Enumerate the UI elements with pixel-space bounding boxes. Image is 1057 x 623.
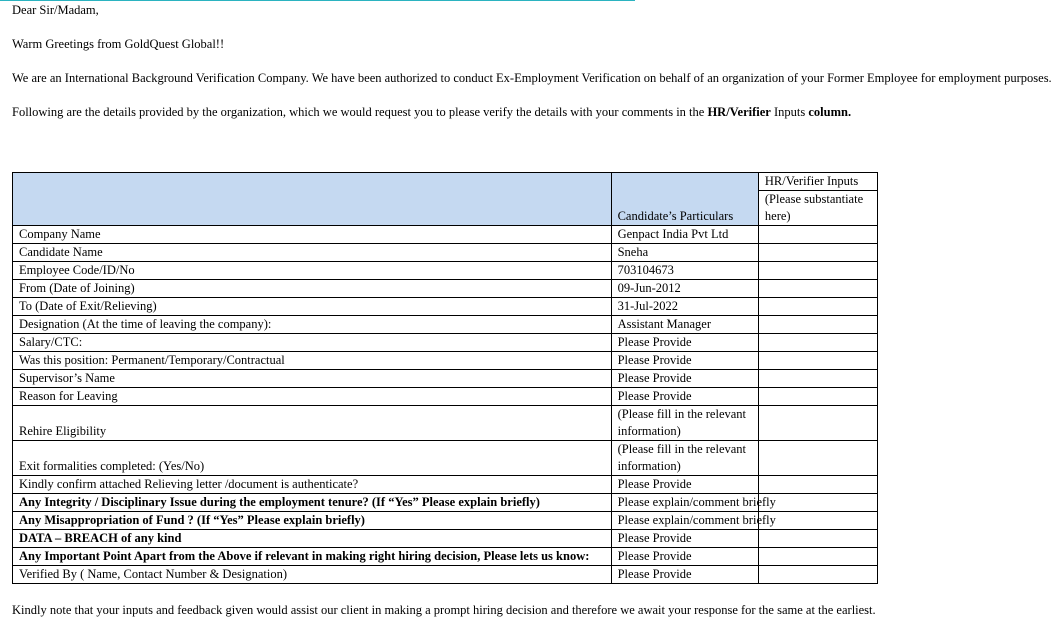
hr-verifier-input-cell[interactable] — [758, 244, 877, 262]
field-label-cell: Any Integrity / Disciplinary Issue during the employment tenure? (If “Yes” Please explain briefly) — [13, 494, 612, 512]
hr-verifier-input-cell[interactable] — [758, 476, 877, 494]
hr-verifier-input-cell[interactable] — [758, 370, 877, 388]
field-label-cell: Any Important Point Apart from the Above if relevant in making right hiring decision, Please lets us know: — [13, 548, 612, 566]
field-label-cell: Company Name — [13, 226, 612, 244]
top-divider-line — [0, 0, 635, 1]
table-header-row — [13, 173, 878, 226]
table-row — [13, 441, 878, 476]
field-label-cell: Rehire Eligibility — [13, 406, 612, 441]
table-row — [13, 548, 878, 566]
candidate-value-cell: Assistant Manager — [611, 316, 758, 334]
table-row — [13, 512, 878, 530]
field-label-cell: To (Date of Exit/Relieving) — [13, 298, 612, 316]
field-label-cell: DATA – BREACH of any kind — [13, 530, 612, 548]
candidate-value-cell: Please explain/comment briefly — [611, 512, 758, 530]
table-row — [13, 352, 878, 370]
field-label-cell: Salary/CTC: — [13, 334, 612, 352]
field-label-cell: Kindly confirm attached Relieving letter /document is authenticate? — [13, 476, 612, 494]
instructions-inputs: Inputs — [770, 105, 809, 119]
hr-verifier-input-cell[interactable] — [758, 566, 877, 584]
hr-verifier-input-cell[interactable] — [758, 334, 877, 352]
instructions-paragraph — [12, 105, 851, 119]
field-label-cell: Employee Code/ID/No — [13, 262, 612, 280]
candidate-value-cell: (Please fill in the relevant information) — [611, 441, 758, 476]
candidate-value-cell: Genpact India Pvt Ltd — [611, 226, 758, 244]
table-row — [13, 334, 878, 352]
candidate-value-cell: Please Provide — [611, 388, 758, 406]
hr-verifier-header-title: HR/Verifier Inputs — [759, 173, 877, 191]
verification-table — [12, 172, 878, 584]
warm-greeting-line: Warm Greetings from GoldQuest Global!! — [12, 37, 225, 51]
closing-paragraph: Kindly note that your inputs and feedback given would assist our client in making a prompt hiring decision and therefore we await your response for the same at the earliest. — [12, 603, 876, 617]
table-row — [13, 530, 878, 548]
greeting-line: Dear Sir/Madam, — [12, 3, 99, 17]
intro-paragraph: We are an International Background Verification Company. We have been authorized to conduct Ex-Employment Verification on behalf of an organization of your Former Employee for employment purposes. — [12, 71, 1052, 85]
table-row — [13, 566, 878, 584]
field-label-cell: Was this position: Permanent/Temporary/Contractual — [13, 352, 612, 370]
candidate-value-cell: 703104673 — [611, 262, 758, 280]
field-label-cell: Exit formalities completed: (Yes/No) — [13, 441, 612, 476]
hr-verifier-input-cell[interactable] — [758, 530, 877, 548]
hr-verifier-input-cell[interactable] — [758, 512, 877, 530]
instructions-column: column. — [808, 105, 852, 119]
table-row — [13, 388, 878, 406]
candidate-value-cell: Please Provide — [611, 370, 758, 388]
candidate-value-cell: Please Provide — [611, 548, 758, 566]
table-row — [13, 494, 878, 512]
table-row — [13, 280, 878, 298]
field-column-header — [13, 173, 612, 226]
candidate-column-header: Candidate’s Particulars — [611, 173, 758, 226]
table-row — [13, 244, 878, 262]
table-row — [13, 476, 878, 494]
hr-verifier-input-cell[interactable] — [758, 352, 877, 370]
field-label-cell: Designation (At the time of leaving the company): — [13, 316, 612, 334]
field-label-cell: Any Misappropriation of Fund ? (If “Yes” Please explain briefly) — [13, 512, 612, 530]
hr-verifier-input-cell[interactable] — [758, 388, 877, 406]
hr-verifier-input-cell[interactable] — [758, 262, 877, 280]
table-row — [13, 298, 878, 316]
field-label-cell: Candidate Name — [13, 244, 612, 262]
table-row — [13, 262, 878, 280]
candidate-value-cell: (Please fill in the relevant information) — [611, 406, 758, 441]
instructions-text: Following are the details provided by the organization, which we would request you to please verify the details with your comments in the — [12, 105, 708, 119]
field-label-cell: Reason for Leaving — [13, 388, 612, 406]
field-label-cell: From (Date of Joining) — [13, 280, 612, 298]
candidate-value-cell: Please explain/comment briefly — [611, 494, 758, 512]
hr-verifier-column-header — [758, 173, 877, 226]
table-row — [13, 316, 878, 334]
table-row — [13, 406, 878, 441]
candidate-value-cell: Please Provide — [611, 334, 758, 352]
candidate-value-cell: Please Provide — [611, 352, 758, 370]
hr-verifier-input-cell[interactable] — [758, 406, 877, 441]
candidate-value-cell: 31-Jul-2022 — [611, 298, 758, 316]
hr-verifier-header-subtitle: (Please substantiate here) — [764, 192, 864, 223]
candidate-value-cell: Please Provide — [611, 530, 758, 548]
candidate-value-cell: 09-Jun-2012 — [611, 280, 758, 298]
hr-verifier-input-cell[interactable] — [758, 441, 877, 476]
table-row — [13, 226, 878, 244]
candidate-value-cell: Please Provide — [611, 566, 758, 584]
hr-verifier-input-cell[interactable] — [758, 298, 877, 316]
hr-verifier-input-cell[interactable] — [758, 226, 877, 244]
hr-verifier-input-cell[interactable] — [758, 280, 877, 298]
candidate-value-cell: Please Provide — [611, 476, 758, 494]
hr-verifier-input-cell[interactable] — [758, 548, 877, 566]
instructions-hr-verifier: HR/Verifier — [707, 105, 771, 119]
field-label-cell: Verified By ( Name, Contact Number & Designation) — [13, 566, 612, 584]
field-label-cell: Supervisor’s Name — [13, 370, 612, 388]
hr-verifier-input-cell[interactable] — [758, 494, 877, 512]
hr-verifier-input-cell[interactable] — [758, 316, 877, 334]
table-body — [13, 226, 878, 584]
table-row — [13, 370, 878, 388]
candidate-value-cell: Sneha — [611, 244, 758, 262]
